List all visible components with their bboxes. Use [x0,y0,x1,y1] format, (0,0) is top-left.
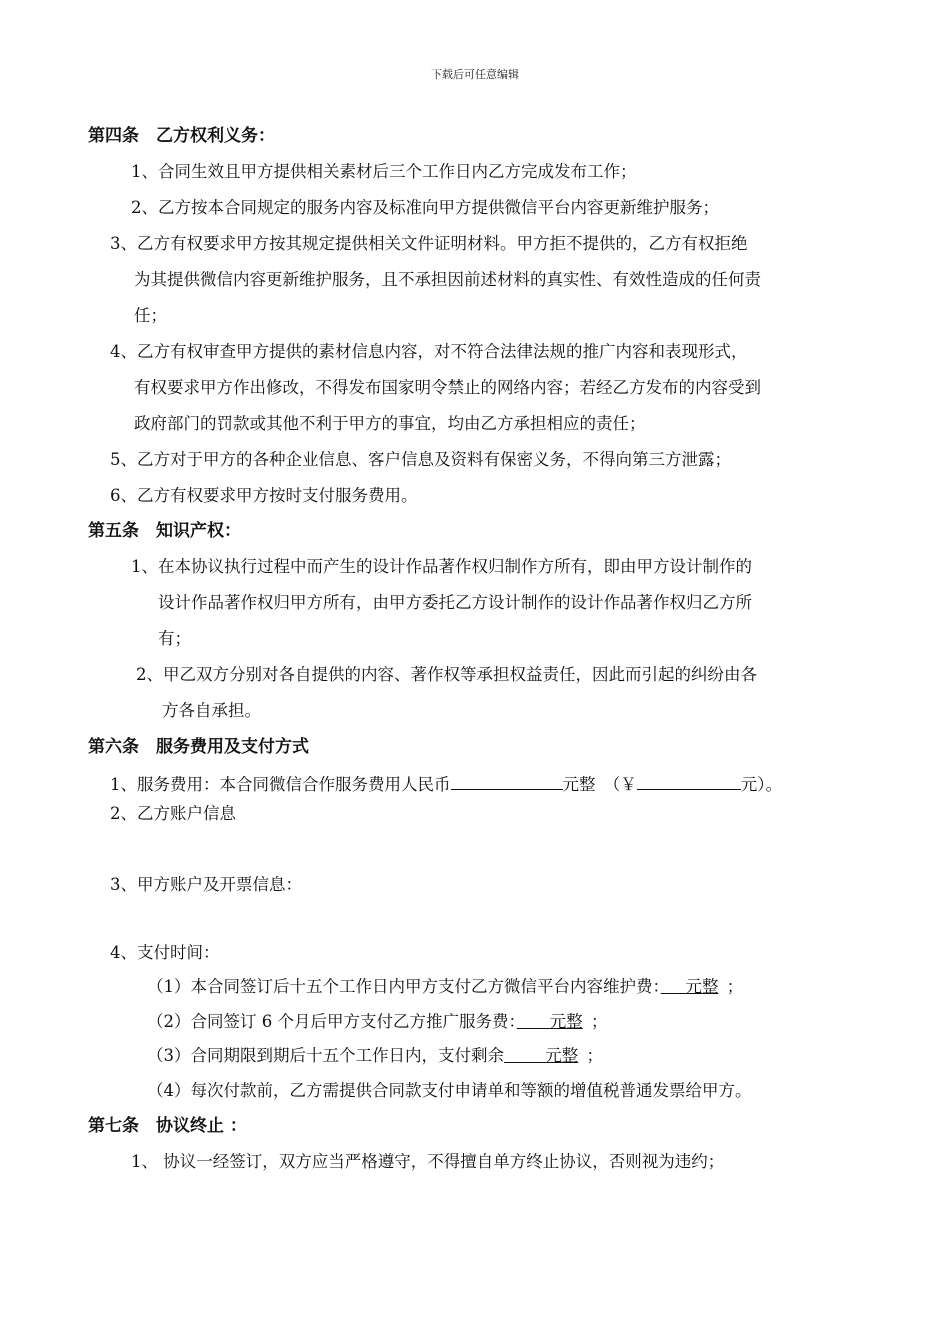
article-4-item: 1、合同生效且甲方提供相关素材后三个工作日内乙方完成发布工作； [131,162,637,181]
article-4-item: 2、乙方按本合同规定的服务内容及标准向甲方提供微信平台内容更新维护服务； [131,198,719,217]
article-4-item-continued: 政府部门的罚款或其他不利于甲方的事宜，均由乙方承担相应的责任； [134,414,646,433]
article-4-item: 6、乙方有权要求甲方按时支付服务费用。 [110,486,418,505]
payment-item-text: （1）本合同签订后十五个工作日内甲方支付乙方微信平台内容维护费： [147,977,661,996]
article-4-item: 5、乙方对于甲方的各种企业信息、客户信息及资料有保密义务，不得向第三方泄露； [110,450,731,469]
payment-amount-blank[interactable] [504,1046,578,1065]
payment-item-3 [147,1045,603,1067]
payment-end: ； [591,1012,608,1031]
article-4-item-continued: 为其提供微信内容更新维护服务，且不承担因前述材料的真实性、有效性造成的任何责 [134,270,761,289]
article-5-title: 第五条 知识产权： [88,521,241,541]
fee-unit-label: 元整 （￥ [562,775,637,794]
payment-unit: 元整 [549,1012,583,1031]
article-5-item-continued: 设计作品著作权归甲方所有，由甲方委托乙方设计制作的设计作品著作权归乙方所 [158,593,752,612]
article-5-item-continued: 方各自承担。 [162,701,261,720]
payment-amount-blank[interactable] [661,977,719,996]
service-fee-label: 1、服务费用：本合同微信合作服务费用人民币 [110,775,451,794]
article-4-item-continued: 有权要求甲方作出修改，不得发布国家明令禁止的网络内容；若经乙方发布的内容受到 [134,378,761,397]
page-header-note: 下载后可任意编辑 [431,68,519,81]
account-a-label: 3、甲方账户及开票信息： [110,875,302,894]
payment-unit: 元整 [685,977,719,996]
payment-end: ； [586,1046,603,1065]
article-4-title: 第四条 乙方权利义务： [88,126,275,146]
payment-item-text: （3）合同期限到期后十五个工作日内，支付剩余 [147,1046,504,1065]
payment-time-label: 4、支付时间： [110,943,220,962]
article-7-item: 1、 协议一经签订，双方应当严格遵守，不得擅自单方终止协议，否则视为违约； [131,1152,725,1171]
payment-amount-blank[interactable] [517,1012,583,1031]
article-4-item: 3、乙方有权要求甲方按其规定提供相关文件证明材料。甲方拒不提供的，乙方有权拒绝 [110,234,748,253]
payment-item-2 [147,1011,608,1033]
article-5-item: 1、在本协议执行过程中而产生的设计作品著作权归制作方所有，即由甲方设计制作的 [131,557,752,576]
payment-item-1 [147,976,743,998]
article-4-item-continued: 任； [134,306,167,325]
fee-amount-blank[interactable] [451,771,563,790]
payment-unit: 元整 [545,1046,579,1065]
payment-item-4: （4）每次付款前，乙方需提供合同款支付申请单和等额的增值税普通发票给甲方。 [147,1081,752,1100]
fee-unit-end-label: 元）。 [740,775,782,794]
service-fee-line [110,771,782,796]
article-6-title: 第六条 服务费用及支付方式 [88,737,309,757]
payment-item-text: （2）合同签订 6 个月后甲方支付乙方推广服务费： [147,1012,517,1031]
payment-end: ； [726,977,744,996]
account-b-label: 2、乙方账户信息 [110,804,236,823]
article-5-item: 2、甲乙双方分别对各自提供的内容、著作权等承担权益责任，因此而引起的纠纷由各 [136,665,757,684]
fee-number-blank[interactable] [637,771,741,790]
article-5-item-continued: 有； [158,629,191,648]
article-7-title: 第七条 协议终止 ： [88,1116,247,1136]
article-4-item: 4、乙方有权审查甲方提供的素材信息内容，对不符合法律法规的推广内容和表现形式， [110,342,748,361]
